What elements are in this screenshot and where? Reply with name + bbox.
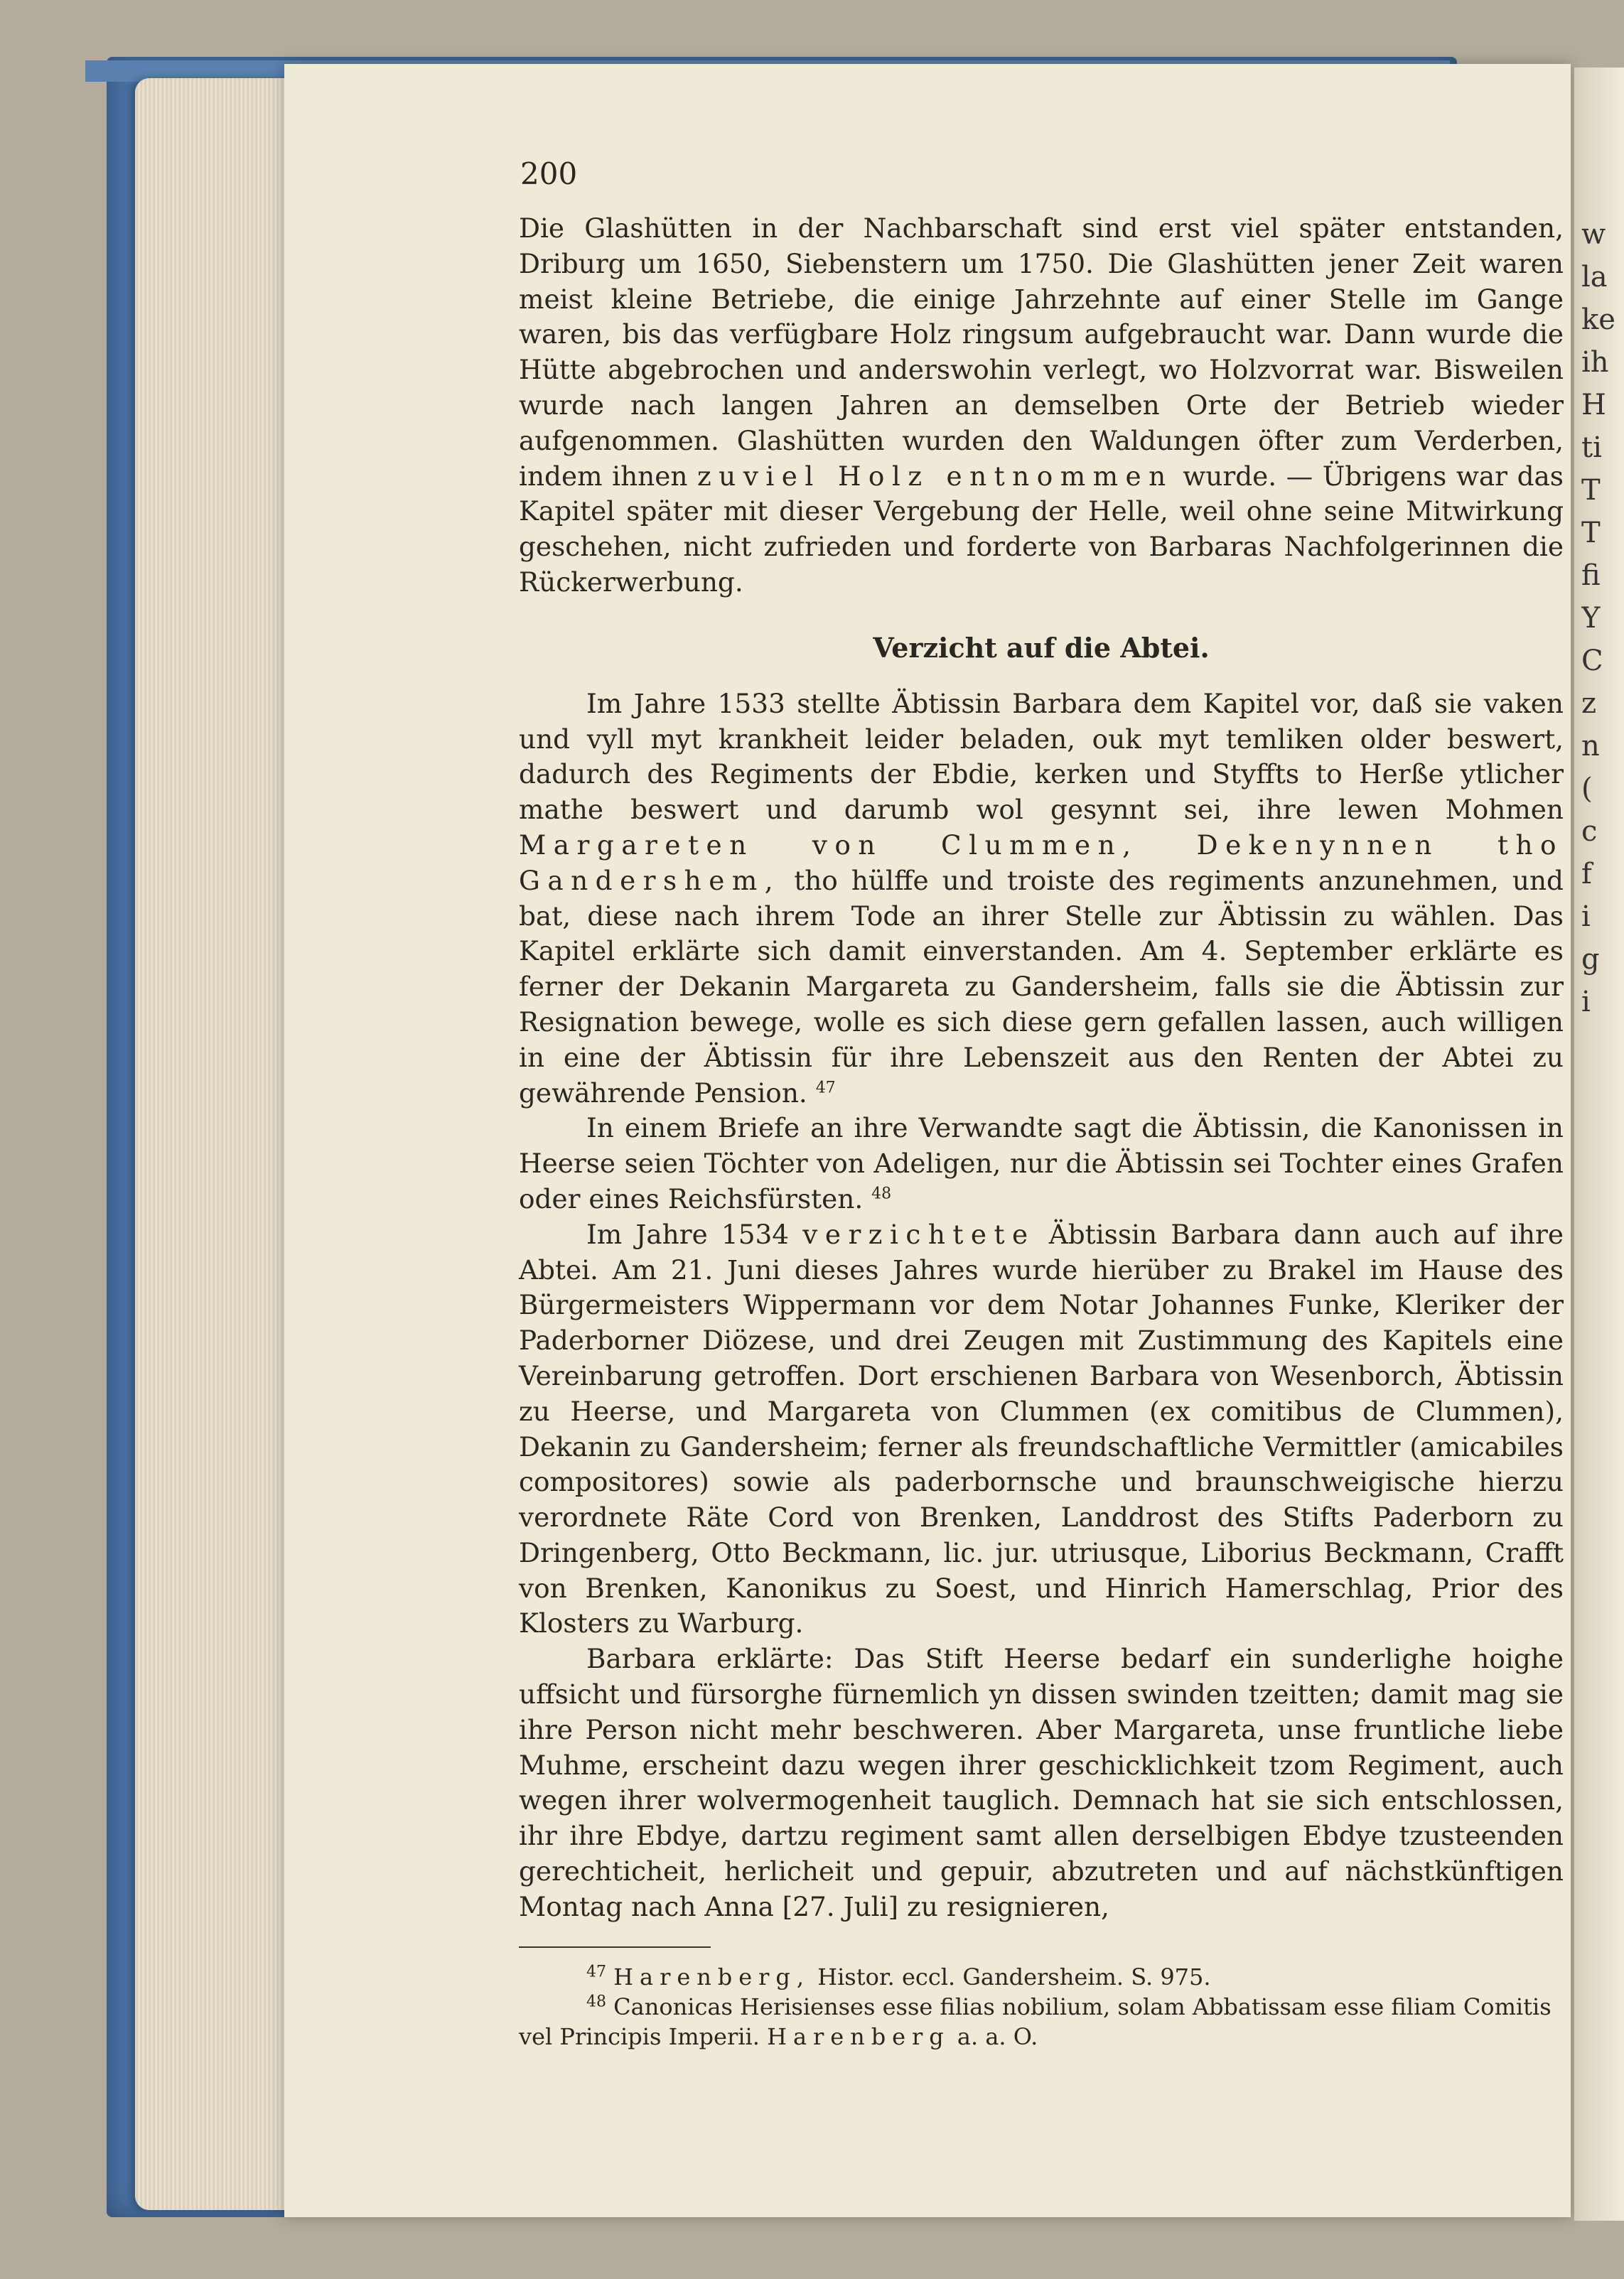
- next-page-fragment: ke: [1581, 303, 1615, 336]
- footnote-text: a. a. O.: [957, 2022, 1038, 2050]
- page-content: [519, 156, 1564, 2052]
- footnote-text: Canonicas Herisienses esse filias nobilium, solam Abbatissam esse filiam Comitis vel Principis Imperii.: [519, 1993, 1552, 2050]
- paragraph-briefe: [519, 1111, 1564, 1217]
- paragraph-text: Äbtissin Barbara dann auch auf ihre Abtei. Am 21. Juni dieses Jahres wurde hierüber zu Brakel im Hause des Bürgermeisters Wippermann vor dem Notar Johannes Funke, Kleriker der Paderborner Diözese, und drei Zeugen mit Zustimmung des Kapitels eine Vereinbarung getroffen. Dort erschienen Barbara von Wesenborch, Äbtissin zu Heerse, und Margareta von Clummen (ex comitibus de Clummen), Dekanin zu Gandersheim; ferner als freundschaftliche Vermittler (amicabiles compositores) sowie als paderbornsche und braunschweigische hierzu verordnete Räte Cord von Brenken, Landdrost des Stifts Paderborn zu Dringenberg, Otto Beckmann, lic. jur. utriusque, Liborius Beckmann, Crafft von Brenken, Kanonikus zu Soest, und Hinrich Hamerschlag, Prior des Klosters zu Warburg.: [519, 1218, 1564, 1639]
- paragraph-glashuetten: [519, 211, 1564, 600]
- next-page-fragment: g: [1581, 943, 1600, 976]
- paragraph-text: tho hülffe und troiste des regiments anzunehmen, und bat, diese nach ihrem Tode an ihrer Stelle zur Äbtissin zu wählen. Das Kapitel erklärte sich damit einverstanden. Am 4. September erklärte es ferner der Dekanin Margareta zu Gandersheim, falls sie die Äbtissin zur Resignation bewege, wolle es sich diese gern gefallen lassen, auch willigen in eine der Äbtissin für ihre Lebenszeit aus den Renten der Abtei zu gewährende Pension.: [519, 864, 1564, 1109]
- next-page-fragment: n: [1581, 730, 1600, 763]
- spaced-emphasis: zuviel Holz entnommen: [697, 460, 1173, 492]
- next-page-fragment: ti: [1581, 431, 1602, 464]
- next-page-fragment: fi: [1581, 559, 1601, 592]
- next-page-fragment: z: [1581, 687, 1597, 720]
- next-page-fragment: w: [1581, 218, 1606, 251]
- footnote-text: Histor. eccl. Gandersheim. S. 975.: [817, 1963, 1211, 1990]
- paragraph-barbara-erklaerte: [519, 1642, 1564, 1924]
- paragraph-text: In einem Briefe an ihre Verwandte sagt die Äbtissin, die Kanonissen in Heerse seien Töchter von Adeligen, nur die Äbtissin sei Tochter eines Grafen oder eines Reichsfürsten.: [519, 1112, 1564, 1214]
- page-number: 200: [520, 156, 578, 191]
- paragraph-text: Im Jahre 1534: [586, 1218, 790, 1250]
- footnote-author: Harenberg: [767, 2022, 950, 2050]
- footnote-number: 47: [586, 1963, 606, 1981]
- next-page-fragments: [1581, 85, 1624, 1023]
- next-page-fragment: (: [1581, 772, 1593, 805]
- next-page-fragment: i: [1581, 986, 1591, 1018]
- footnote-47: [519, 1962, 1564, 1992]
- next-page-fragment: C: [1581, 645, 1603, 677]
- paragraph-text: Die Glashütten in der Nachbarschaft sind erst viel später entstanden, Driburg um 1650, Siebenstern um 1750. Die Glashütten jener Zeit waren meist kleine Betriebe, die einige Jahrzehnte auf einer Stelle im Gange waren, bis das verfügbare Holz ringsum aufgebraucht war. Dann wurde die Hütte abgebrochen und anderswohin verlegt, wo Holzvorrat war. Bisweilen wurde nach langen Jahren an demselben Orte der Betrieb wieder aufgenommen. Glashütten wurden den Waldungen öfter zum Verderben, indem ihnen: [519, 212, 1564, 492]
- footnote-divider: [519, 1946, 711, 1948]
- paragraph-1534: [519, 1217, 1564, 1642]
- next-page-fragment: f: [1581, 858, 1592, 890]
- page-stack-edge: [135, 78, 299, 2210]
- paragraph-text: Im Jahre 1533 stellte Äbtissin Barbara dem Kapitel vor, daß sie vaken und vyll myt krankheit leider beladen, ouk myt temliken older beswert, dadurch des Regiments der Ebdie, kerken und Styffts to Herße ytlicher mathe beswert und darumb wol gesynnt sei, ihre lewen Mohmen: [519, 687, 1564, 826]
- next-page-fragment: Y: [1581, 602, 1601, 635]
- paragraph-1533: [519, 686, 1564, 1111]
- next-page-fragment: ih: [1581, 346, 1609, 379]
- next-page-fragment: H: [1581, 389, 1606, 421]
- paragraph-text: Barbara erklärte: Das Stift Heerse bedarf ein sunderlighe hoighe uffsicht und fürsorghe fürnemlich yn dissen swinden tzeitten; damit mag sie ihre Person nicht mehr beschweren. Aber Margareta, unse fruntliche liebe Muhme, erscheint dazu wegen ihrer geschicklichkeit tzom Regiment, auch wegen ihrer wolvermogenheit tauglich. Demnach hat sie sich entschlossen, ihr ihre Ebdye, dartzu regiment samt allen derselbigen Ebdye tzusteenden gerechticheit, herlicheit und gepuir, abzutreten und auf nächstkünftigen Montag nach Anna [27. Juli] zu resignieren,: [519, 1643, 1564, 1922]
- footnote-ref[interactable]: 47: [815, 1079, 836, 1097]
- next-page-fragment: T: [1581, 517, 1601, 549]
- spaced-emphasis: Margareten von Clummen, Dekenynnen tho Gandershem,: [519, 829, 1564, 896]
- next-page-fragment: i: [1581, 900, 1591, 933]
- footnote-author: Harenberg,: [613, 1963, 810, 1990]
- next-page-fragment: la: [1581, 261, 1608, 293]
- footnote-ref[interactable]: 48: [871, 1185, 892, 1203]
- footnote-48: [519, 1992, 1564, 2052]
- footnote-number: 48: [586, 1993, 606, 2010]
- section-heading: Verzicht auf die Abtei.: [873, 631, 1210, 664]
- paragraph-text: wurde. — Übrigens war das Kapitel später mit dieser Vergebung der Helle, weil ohne seine Mitwirkung geschehen, nicht zufrieden und forderte von Barbaras Nachfolgerinnen die Rückerwerbung.: [519, 460, 1564, 598]
- next-page-fragment: c: [1581, 815, 1598, 848]
- spaced-emphasis: verzichtete: [802, 1218, 1036, 1250]
- next-page-fragment: T: [1581, 474, 1601, 507]
